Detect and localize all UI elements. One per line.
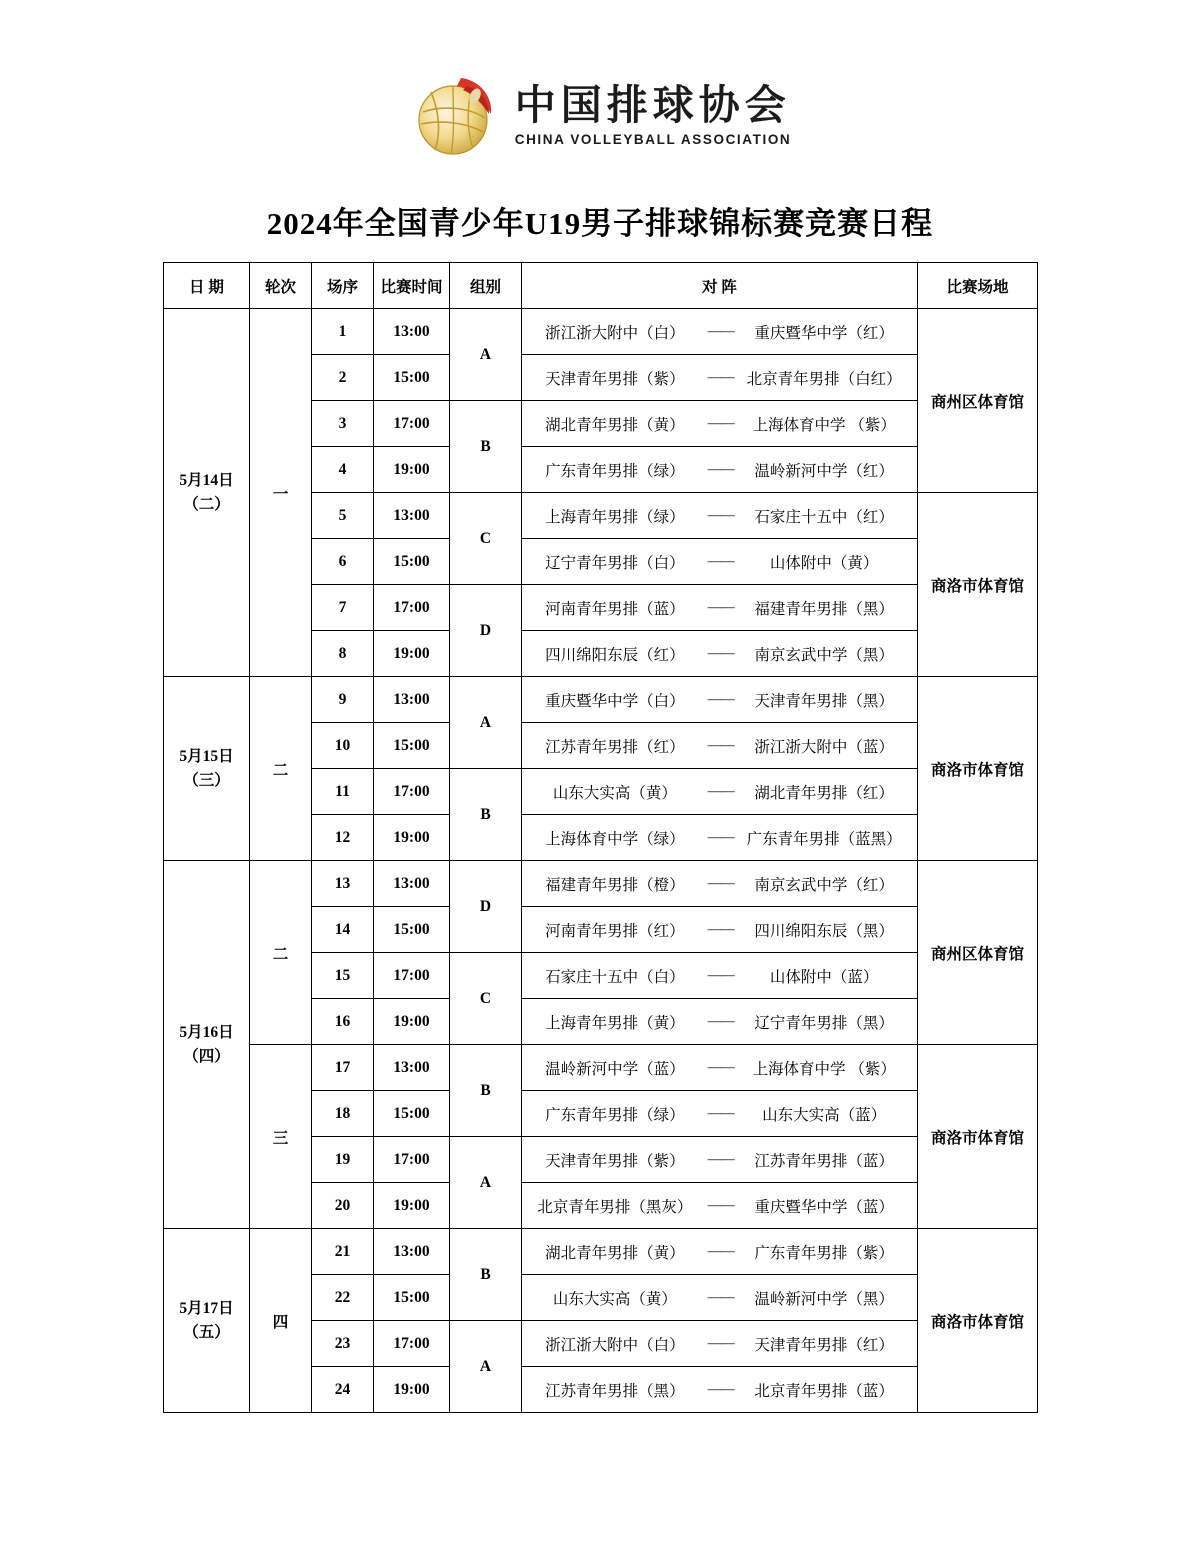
matchup-cell [522, 1183, 918, 1229]
date-line1: 5月17日 [179, 1300, 234, 1318]
versus-dash: —— [707, 1197, 734, 1213]
date-line2: （五） [183, 1323, 230, 1341]
match-no: 12 [312, 815, 374, 861]
group-cell: A [450, 309, 522, 401]
schedule-table-wrapper [163, 262, 1037, 1413]
match-time: 15:00 [374, 907, 450, 953]
match-time: 13:00 [374, 309, 450, 355]
home-team: 上海青年男排（绿） [545, 508, 685, 526]
group-cell: C [450, 953, 522, 1045]
group-cell: B [450, 1045, 522, 1137]
schedule-table [163, 262, 1038, 1413]
matchup-cell [522, 815, 918, 861]
match-no: 23 [312, 1321, 374, 1367]
matchup-cell [522, 907, 918, 953]
match-time: 13:00 [374, 861, 450, 907]
association-logo [0, 70, 1200, 162]
logo-english-name: CHINA VOLLEYBALL ASSOCIATION [514, 132, 792, 148]
home-team: 河南青年男排（红） [545, 922, 685, 940]
match-time: 17:00 [374, 953, 450, 999]
round-cell: 二 [250, 861, 312, 1045]
home-team: 广东青年男排（绿） [545, 1106, 685, 1124]
group-cell: A [450, 1321, 522, 1413]
page-title: 2024年全国青少年U19男子排球锦标赛竞赛日程 [266, 206, 934, 241]
table-row [164, 861, 1038, 907]
date-line2: （三） [183, 771, 230, 789]
round-cell: 一 [250, 309, 312, 677]
away-team: 石家庄十五中（红） [754, 508, 894, 526]
match-no: 24 [312, 1367, 374, 1413]
table-row [164, 1229, 1038, 1275]
date-line1: 5月16日 [179, 1024, 234, 1042]
match-time: 19:00 [374, 999, 450, 1045]
versus-dash: —— [707, 507, 734, 523]
matchup-cell [522, 1229, 918, 1275]
home-team: 山东大实高（黄） [552, 784, 677, 802]
round-cell: 三 [250, 1045, 312, 1229]
away-team: 温岭新河中学（黑） [754, 1290, 894, 1308]
group-cell: D [450, 861, 522, 953]
match-time: 19:00 [374, 815, 450, 861]
matchup-cell [522, 1275, 918, 1321]
home-team: 上海青年男排（黄） [545, 1014, 685, 1032]
home-team: 福建青年男排（橙） [545, 876, 685, 894]
home-team: 山东大实高（黄） [552, 1290, 677, 1308]
round-cell: 四 [250, 1229, 312, 1413]
home-team: 江苏青年男排（红） [545, 738, 685, 756]
match-no: 17 [312, 1045, 374, 1091]
match-no: 13 [312, 861, 374, 907]
away-team: 山体附中（蓝） [769, 968, 879, 986]
home-team: 上海体育中学（绿） [545, 830, 685, 848]
away-team: 天津青年男排（红） [754, 1336, 894, 1354]
versus-dash: —— [707, 461, 734, 477]
venue-cell: 商州区体育馆 [918, 309, 1038, 493]
match-time: 15:00 [374, 723, 450, 769]
away-team: 广东青年男排（紫） [754, 1244, 894, 1262]
round-cell: 二 [250, 677, 312, 861]
group-cell: C [450, 493, 522, 585]
matchup-cell [522, 1321, 918, 1367]
date-line1: 5月15日 [179, 748, 234, 766]
home-team: 温岭新河中学（蓝） [545, 1060, 685, 1078]
home-team: 浙江浙大附中（白） [545, 324, 685, 342]
match-no: 20 [312, 1183, 374, 1229]
match-no: 3 [312, 401, 374, 447]
home-team: 重庆暨华中学（白） [545, 692, 685, 710]
table-row [164, 309, 1038, 355]
match-no: 8 [312, 631, 374, 677]
away-team: 北京青年男排（白红） [746, 370, 902, 388]
logo-text [514, 82, 792, 148]
matchup-cell [522, 539, 918, 585]
match-no: 22 [312, 1275, 374, 1321]
matchup-cell [522, 1091, 918, 1137]
logo-inner [409, 70, 792, 162]
versus-dash: —— [707, 553, 734, 569]
matchup-cell [522, 631, 918, 677]
match-time: 15:00 [374, 1091, 450, 1137]
group-cell: B [450, 1229, 522, 1321]
versus-dash: —— [707, 829, 734, 845]
header-matchup: 对 阵 [522, 263, 918, 309]
home-team: 江苏青年男排（黑） [545, 1382, 685, 1400]
home-team: 湖北青年男排（黄） [545, 1244, 685, 1262]
logo-chinese-name: 中国排球协会 [514, 82, 791, 129]
away-team: 湖北青年男排（红） [754, 784, 894, 802]
versus-dash: —— [707, 875, 734, 891]
match-time: 13:00 [374, 1229, 450, 1275]
home-team: 辽宁青年男排（白） [545, 554, 685, 572]
match-no: 4 [312, 447, 374, 493]
date-cell [164, 861, 250, 1229]
matchup-cell [522, 309, 918, 355]
matchup-cell [522, 355, 918, 401]
versus-dash: —— [707, 921, 734, 937]
match-time: 17:00 [374, 1137, 450, 1183]
away-team: 南京玄武中学（红） [754, 876, 894, 894]
home-team: 天津青年男排（紫） [545, 370, 685, 388]
group-cell: A [450, 677, 522, 769]
away-team: 江苏青年男排（蓝） [754, 1152, 894, 1170]
match-time: 19:00 [374, 631, 450, 677]
matchup-cell [522, 1367, 918, 1413]
match-time: 17:00 [374, 769, 450, 815]
away-team: 南京玄武中学（黑） [754, 646, 894, 664]
match-no: 11 [312, 769, 374, 815]
home-team: 浙江浙大附中（白） [545, 1336, 685, 1354]
away-team: 广东青年男排（蓝黑） [746, 830, 902, 848]
matchup-cell [522, 1045, 918, 1091]
home-team: 北京青年男排（黑灰） [537, 1198, 693, 1216]
date-line1: 5月14日 [179, 472, 234, 490]
away-team: 天津青年男排（黑） [754, 692, 894, 710]
matchup-cell [522, 677, 918, 723]
matchup-cell [522, 723, 918, 769]
away-team: 山东大实高（蓝） [762, 1106, 887, 1124]
versus-dash: —— [707, 1335, 734, 1351]
venue-cell: 商州区体育馆 [918, 861, 1038, 1045]
venue-cell: 商洛市体育馆 [918, 1229, 1038, 1413]
versus-dash: —— [707, 599, 734, 615]
match-no: 7 [312, 585, 374, 631]
match-time: 13:00 [374, 1045, 450, 1091]
matchup-cell [522, 861, 918, 907]
header-group: 组别 [450, 263, 522, 309]
match-time: 15:00 [374, 355, 450, 401]
date-cell [164, 677, 250, 861]
home-team: 广东青年男排（绿） [545, 462, 685, 480]
venue-cell: 商洛市体育馆 [918, 493, 1038, 677]
matchup-cell [522, 1137, 918, 1183]
match-no: 16 [312, 999, 374, 1045]
match-time: 19:00 [374, 1183, 450, 1229]
date-line2: （四） [183, 1047, 230, 1065]
away-team: 辽宁青年男排（黑） [754, 1014, 894, 1032]
match-no: 15 [312, 953, 374, 999]
away-team: 四川绵阳东辰（黑） [754, 922, 894, 940]
volleyball-icon [409, 70, 501, 162]
versus-dash: —— [707, 967, 734, 983]
table-row [164, 677, 1038, 723]
away-team: 温岭新河中学（红） [754, 462, 894, 480]
matchup-cell [522, 999, 918, 1045]
away-team: 重庆暨华中学（红） [754, 324, 894, 342]
header-round: 轮次 [250, 263, 312, 309]
header-date: 日 期 [164, 263, 250, 309]
versus-dash: —— [707, 369, 734, 385]
home-team: 河南青年男排（蓝） [545, 600, 685, 618]
match-no: 5 [312, 493, 374, 539]
date-line2: （二） [183, 495, 230, 513]
home-team: 四川绵阳东辰（红） [545, 646, 685, 664]
versus-dash: —— [707, 1243, 734, 1259]
home-team: 湖北青年男排（黄） [545, 416, 685, 434]
matchup-cell [522, 769, 918, 815]
header-venue: 比赛场地 [918, 263, 1038, 309]
versus-dash: —— [707, 645, 734, 661]
table-row [164, 1045, 1038, 1091]
table-header-row [164, 263, 1038, 309]
match-time: 17:00 [374, 1321, 450, 1367]
date-cell [164, 309, 250, 677]
home-team: 天津青年男排（紫） [545, 1152, 685, 1170]
matchup-cell [522, 401, 918, 447]
match-no: 18 [312, 1091, 374, 1137]
match-no: 9 [312, 677, 374, 723]
matchup-cell [522, 447, 918, 493]
versus-dash: —— [707, 323, 734, 339]
versus-dash: —— [707, 1289, 734, 1305]
group-cell: A [450, 1137, 522, 1229]
venue-cell: 商洛市体育馆 [918, 677, 1038, 861]
away-team: 重庆暨华中学（蓝） [754, 1198, 894, 1216]
header-match-no: 场序 [312, 263, 374, 309]
match-time: 13:00 [374, 493, 450, 539]
match-time: 15:00 [374, 1275, 450, 1321]
match-no: 21 [312, 1229, 374, 1275]
away-team: 浙江浙大附中（蓝） [754, 738, 894, 756]
group-cell: B [450, 769, 522, 861]
match-no: 2 [312, 355, 374, 401]
venue-cell: 商洛市体育馆 [918, 1045, 1038, 1229]
match-no: 19 [312, 1137, 374, 1183]
versus-dash: —— [707, 691, 734, 707]
match-no: 1 [312, 309, 374, 355]
versus-dash: —— [707, 1013, 734, 1029]
match-time: 19:00 [374, 447, 450, 493]
home-team: 石家庄十五中（白） [545, 968, 685, 986]
versus-dash: —— [707, 1105, 734, 1121]
date-cell [164, 1229, 250, 1413]
away-team: 上海体育中学 （紫） [752, 416, 896, 434]
matchup-cell [522, 585, 918, 631]
versus-dash: —— [707, 1151, 734, 1167]
matchup-cell [522, 493, 918, 539]
away-team: 北京青年男排（蓝） [754, 1382, 894, 1400]
away-team: 山体附中（黄） [769, 554, 879, 572]
match-no: 14 [312, 907, 374, 953]
group-cell: B [450, 401, 522, 493]
away-team: 上海体育中学 （紫） [752, 1060, 896, 1078]
away-team: 福建青年男排（黑） [754, 600, 894, 618]
match-no: 6 [312, 539, 374, 585]
versus-dash: —— [707, 415, 734, 431]
versus-dash: —— [707, 1059, 734, 1075]
versus-dash: —— [707, 783, 734, 799]
match-time: 19:00 [374, 1367, 450, 1413]
match-time: 15:00 [374, 539, 450, 585]
group-cell: D [450, 585, 522, 677]
match-no: 10 [312, 723, 374, 769]
match-time: 17:00 [374, 401, 450, 447]
versus-dash: —— [707, 737, 734, 753]
match-time: 17:00 [374, 585, 450, 631]
header-time: 比赛时间 [374, 263, 450, 309]
versus-dash: —— [707, 1381, 734, 1397]
match-time: 13:00 [374, 677, 450, 723]
matchup-cell [522, 953, 918, 999]
